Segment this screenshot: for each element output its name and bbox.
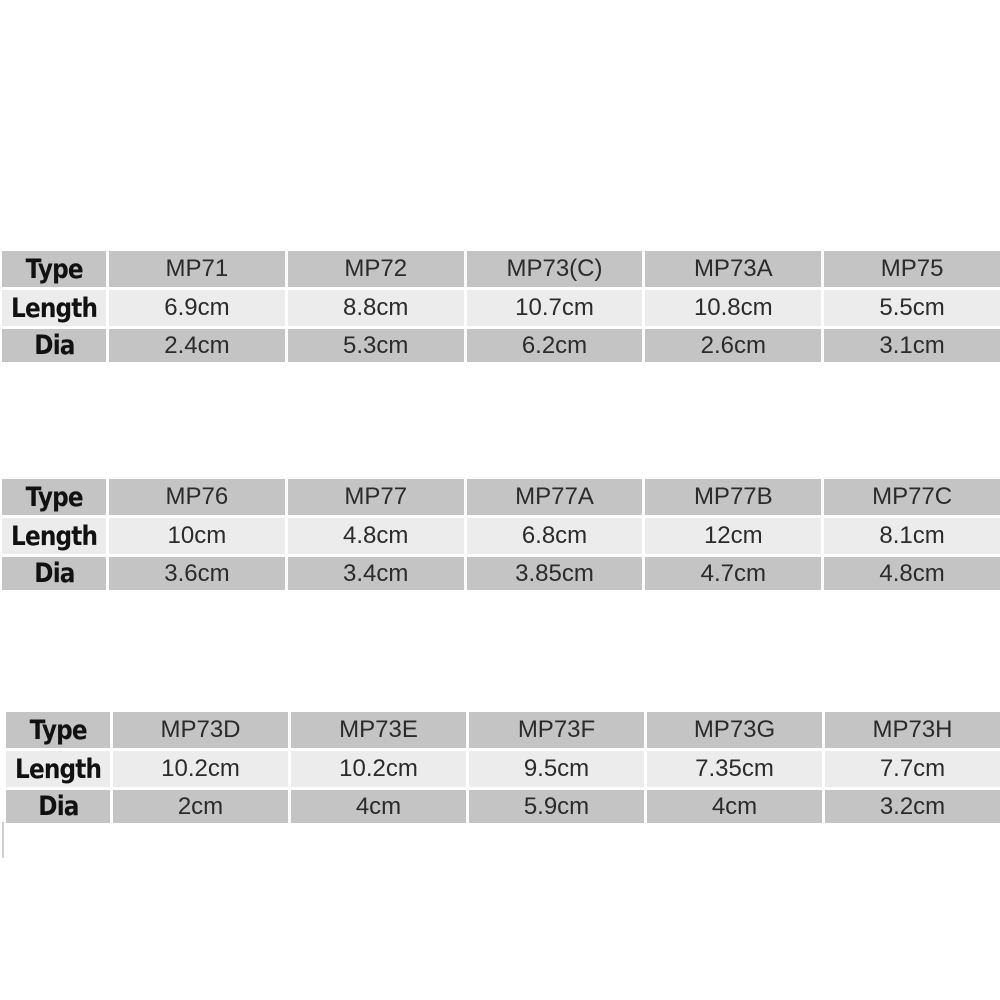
type-cell: MP73F	[469, 712, 644, 748]
length-header-cell	[2, 518, 106, 554]
dia-header-label: Dia	[33, 330, 75, 361]
length-cell: 10.8cm	[645, 290, 821, 326]
length-cell: 4.8cm	[288, 518, 464, 554]
dia-cell: 3.1cm	[824, 329, 1000, 362]
length-cell: 10.7cm	[467, 290, 643, 326]
spec-table-1	[2, 251, 1000, 362]
dia-header-cell	[2, 557, 106, 590]
dia-cell: 5.9cm	[469, 790, 644, 823]
length-header-label: Length	[10, 292, 98, 324]
length-cell: 12cm	[645, 518, 821, 554]
type-header-cell	[2, 479, 106, 515]
length-cell: 10cm	[109, 518, 285, 554]
dia-cell: 3.6cm	[109, 557, 285, 590]
type-cell: MP77	[288, 479, 464, 515]
dia-cell: 4.7cm	[645, 557, 821, 590]
length-cell: 7.7cm	[825, 751, 1000, 787]
dia-header-label: Dia	[37, 791, 79, 822]
dia-cell: 5.3cm	[288, 329, 464, 362]
type-cell: MP73G	[647, 712, 822, 748]
type-cell: MP73H	[825, 712, 1000, 748]
dia-header-cell	[2, 329, 106, 362]
dia-cell: 3.85cm	[467, 557, 643, 590]
length-cell: 9.5cm	[469, 751, 644, 787]
divider-line	[2, 822, 4, 858]
dia-cell: 6.2cm	[467, 329, 643, 362]
type-cell: MP77C	[824, 479, 1000, 515]
type-cell: MP73(C)	[467, 251, 643, 287]
type-header-label: Type	[29, 714, 87, 746]
length-cell: 7.35cm	[647, 751, 822, 787]
type-cell: MP76	[109, 479, 285, 515]
dia-header-cell	[6, 790, 110, 823]
length-cell: 5.5cm	[824, 290, 1000, 326]
length-cell: 10.2cm	[113, 751, 288, 787]
length-cell: 10.2cm	[291, 751, 466, 787]
type-header-label: Type	[25, 481, 83, 513]
length-header-label: Length	[10, 520, 98, 552]
type-header-label: Type	[25, 253, 83, 285]
length-cell: 6.8cm	[467, 518, 643, 554]
length-header-label: Length	[14, 753, 102, 785]
dia-header-label: Dia	[33, 558, 75, 589]
type-cell: MP75	[824, 251, 1000, 287]
type-cell: MP77B	[645, 479, 821, 515]
type-header-cell	[2, 251, 106, 287]
spec-table-3	[6, 712, 1000, 823]
length-header-cell	[6, 751, 110, 787]
dia-cell: 2.4cm	[109, 329, 285, 362]
dia-cell: 4cm	[291, 790, 466, 823]
length-header-cell	[2, 290, 106, 326]
dia-cell: 2cm	[113, 790, 288, 823]
dia-cell: 3.2cm	[825, 790, 1000, 823]
dia-cell: 4cm	[647, 790, 822, 823]
dia-cell: 2.6cm	[645, 329, 821, 362]
type-cell: MP71	[109, 251, 285, 287]
type-cell: MP72	[288, 251, 464, 287]
dia-cell: 4.8cm	[824, 557, 1000, 590]
length-cell: 6.9cm	[109, 290, 285, 326]
type-cell: MP73D	[113, 712, 288, 748]
dia-cell: 3.4cm	[288, 557, 464, 590]
type-cell: MP73A	[645, 251, 821, 287]
spec-table-2	[2, 479, 1000, 590]
type-cell: MP77A	[467, 479, 643, 515]
length-cell: 8.8cm	[288, 290, 464, 326]
type-header-cell	[6, 712, 110, 748]
type-cell: MP73E	[291, 712, 466, 748]
length-cell: 8.1cm	[824, 518, 1000, 554]
